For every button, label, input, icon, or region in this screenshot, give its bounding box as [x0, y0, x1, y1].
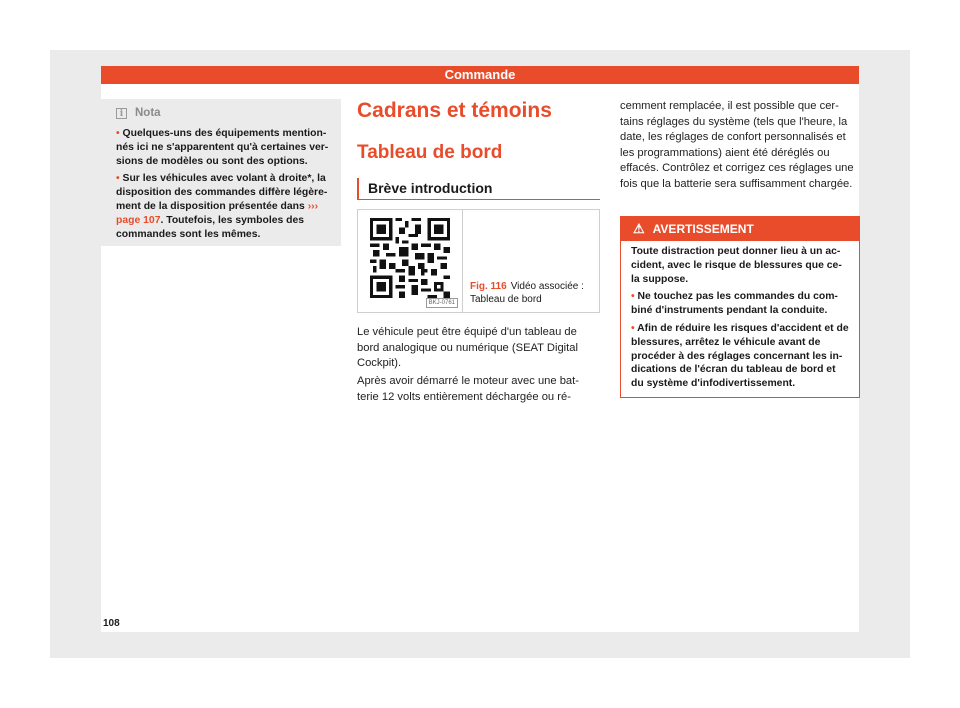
warning-box — [620, 216, 860, 398]
bullet: • — [116, 128, 120, 139]
warning-triangle-icon: ⚠ — [633, 221, 645, 236]
section-title: Tableau de bord — [357, 142, 503, 163]
figure-116 — [357, 209, 600, 313]
note-header — [116, 103, 333, 123]
warning-intro: Toute distraction peut donner lieu à un ac-cident, avec le risque de blessures que ce-la suppose. — [631, 246, 842, 285]
page-number: 108 — [103, 618, 120, 629]
warning-item — [631, 322, 849, 391]
figure-caption — [470, 280, 600, 306]
chapter-title: Cadrans et témoins — [357, 99, 552, 122]
subsection-title: Brève introduction — [357, 178, 600, 200]
qr-frame[interactable] — [358, 210, 463, 312]
bullet: • — [116, 173, 120, 184]
figure-id-label: BKJ-0761 — [426, 298, 458, 308]
note-item — [116, 127, 333, 169]
warning-header — [621, 217, 859, 241]
note-item-text: Quelques-uns des équipements mention-nés ici ne s'apparentent qu'à certaines ver-sions de modèles ou sont des options. — [116, 128, 329, 167]
figure-number: Fig. 116 — [470, 281, 507, 292]
warning-body — [621, 241, 859, 391]
bullet: • — [631, 322, 635, 334]
warning-item-text: Afin de réduire les risques d'accident et de blessures, arrêtez le véhicule avant de procéder à des réglages concernant les in-dications de l'écran du tableau de bord et du système d'infodivertissement. — [631, 322, 849, 390]
bullet: • — [631, 291, 635, 303]
warning-item — [631, 290, 849, 318]
note-title: Nota — [135, 107, 161, 119]
body-paragraph: Le véhicule peut être équipé d'un tableau de bord analogique ou numérique (SEAT Digital Cockpit). — [357, 326, 578, 369]
note-item — [116, 172, 333, 242]
note-item-text: Sur les véhicules avec volant à droite*, la disposition des commandes diffère légère-ment de la disposition présentée dans — [116, 173, 328, 212]
warning-title: AVERTISSEMENT — [652, 222, 754, 236]
section-header: Commande — [101, 66, 859, 84]
note-box — [101, 99, 341, 246]
note-item-text: . Toutefois, les symboles des commandes sont les mêmes. — [116, 215, 305, 240]
page-link[interactable]: ››› page 107 — [116, 201, 319, 226]
warning-item-text: Ne touchez pas les commandes du com-biné d'instruments pendant la conduite. — [631, 291, 838, 317]
body-paragraph: cemment remplacée, il est possible que cer-tains réglages du système (tels que l'heure, la date, les réglages de confort personnalisés et les programmations) aient été déréglés ou effacés. Contrôlez et corrigez ces réglages une fois que la batterie sera suffisamment chargée. — [620, 100, 854, 190]
figure-caption-text: Vidéo associée : Tableau de bord — [470, 281, 584, 305]
body-paragraph: Après avoir démarré le moteur avec une bat-terie 12 volts entièrement déchargée ou ré- — [357, 375, 579, 403]
info-icon: i — [116, 108, 127, 119]
qr-code-icon[interactable] — [370, 218, 450, 298]
